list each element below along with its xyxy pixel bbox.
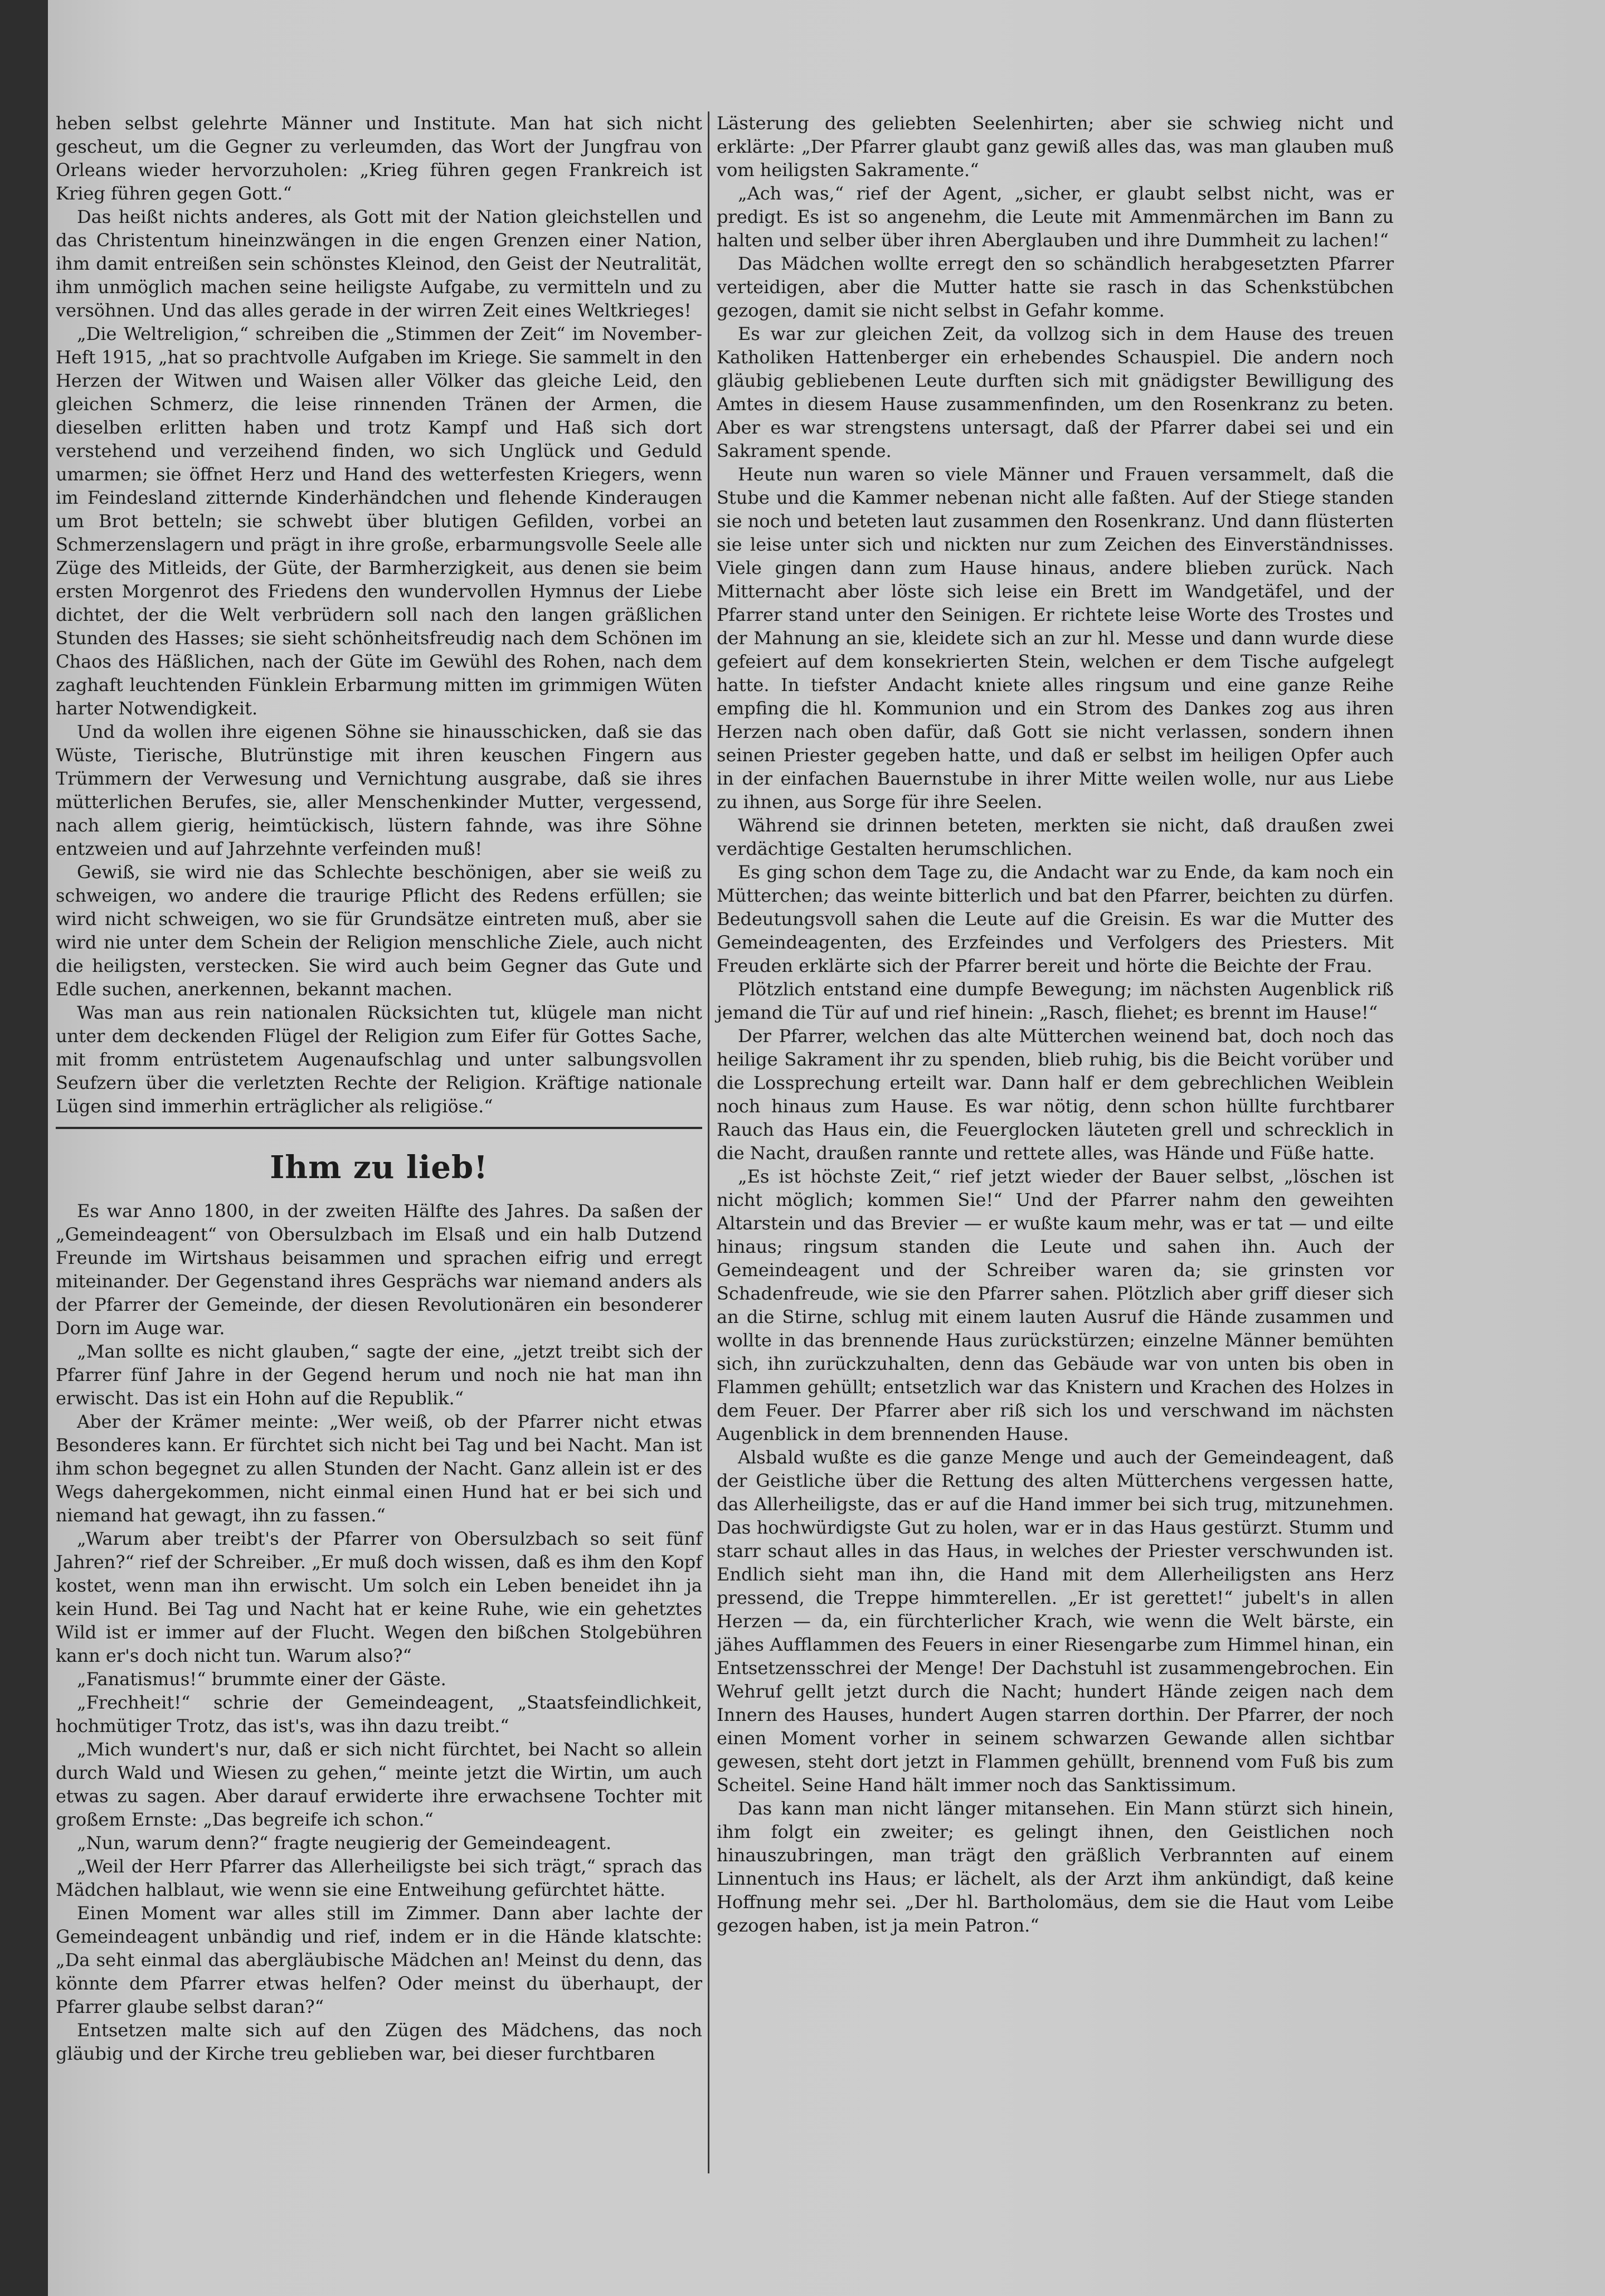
column-divider: [708, 111, 709, 2173]
paragraph: Während sie drinnen beteten, merkten sie nicht, daß draußen zwei verdächtige Gestalten herumschlichen.: [717, 815, 1394, 859]
paragraph: Das Mädchen wollte erregt den so schändlich herabgesetzten Pfarrer verteidigen, aber die Mutter hatte sie rasch in das Schenkstübchen gezogen, damit sie nicht selbst in Gefahr komme.: [717, 253, 1394, 321]
right-column: [717, 111, 1394, 1937]
paragraph: „Nun, warum denn?“ fragte neugierig der Gemeindeagent.: [77, 1832, 612, 1854]
left-column: [48, 111, 702, 2065]
paragraph: heben selbst gelehrte Männer und Institute. Man hat sich nicht gescheut, um die Gegner zu verleumden, das Wort der Jungfrau von Orleans wieder hervorzuholen: „Krieg führen gegen Frankreich ist Krieg führen gegen Gott.“: [56, 113, 702, 204]
paragraph: Es war Anno 1800, in der zweiten Hälfte des Jahres. Da saßen der „Gemeindeagent“ von Obersulzbach im Elsaß und ein halb Dutzend Freunde im Wirtshaus beisammen und sprachen eifrig und erregt miteinander. Der Gegenstand ihres Gesprächs war niemand anders als der Pfarrer der Gemeinde, der diesen Revolutionären ein besonderer Dorn im Auge war.: [56, 1200, 702, 1339]
paragraph: Lästerung des geliebten Seelenhirten; aber sie schwieg nicht und erklärte: „Der Pfarrer glaubt ganz gewiß alles das, was man glauben muß vom heiligsten Sakramente.“: [717, 113, 1394, 181]
paragraph: Einen Moment war alles still im Zimmer. Dann aber lachte der Gemeindeagent unbändig und rief, indem er in die Hände klatschte: „Da seht einmal das abergläubische Mädchen an! Meinst du denn, das könnte dem Pfarrer etwas helfen? Oder meinst du überhaupt, der Pfarrer glaube selbst daran?“: [56, 1903, 702, 2017]
paragraph: „Weil der Herr Pfarrer das Allerheiligste bei sich trägt,“ sprach das Mädchen halblaut, wie wenn sie eine Entweihung gefürchtet hätte.: [56, 1856, 702, 1900]
paragraph: Der Pfarrer, welchen das alte Mütterchen weinend bat, doch noch das heilige Sakrament ihr zu spenden, blieb ruhig, bis die Beicht vorüber und die Lossprechung erteilt war. Dann half er dem gebrechlichen Weiblein noch hinaus zum Hause. Es war nötig, denn schon hüllte furchtbarer Rauch das Haus ein, die Feuerglocken läuteten grell und schrecklich in die Nacht, draußen rannte und rettete alles, was Hände und Füße hatte.: [717, 1025, 1394, 1164]
paragraph: Plötzlich entstand eine dumpfe Bewegung; im nächsten Augenblick riß jemand die Tür auf und rief hinein: „Rasch, fliehet; es brennt im Hause!“: [717, 979, 1394, 1023]
paragraph: „Fanatismus!“ brummte einer der Gäste.: [77, 1669, 446, 1690]
paragraph: Es war zur gleichen Zeit, da vollzog sich in dem Hause des treuen Katholiken Hattenberger ein erhebendes Schauspiel. Die andern noch gläubig gebliebenen Leute durften sich mit gnädigster Bewilligung des Amtes in diesem Hause zusammenfinden, um den Rosenkranz zu beten. Aber es war strengstens untersagt, daß der Pfarrer dabei sei und ein Sakrament spende.: [717, 323, 1394, 461]
paragraph: Aber der Krämer meinte: „Wer weiß, ob der Pfarrer nicht etwas Besonderes kann. Er fürchtet sich nicht bei Tag und bei Nacht. Man ist ihm schon begegnet zu allen Stunden der Nacht. Ganz allein ist er des Wegs dahergekommen, nicht einmal einen Hund hat er bei sich und niemand hat gewagt, ihn zu fassen.“: [56, 1411, 702, 1526]
paragraph: Gewiß, sie wird nie das Schlechte beschönigen, aber sie weiß zu schweigen, wo andere die traurige Pflicht des Redens erfüllen; sie wird nicht schweigen, wo sie für Grundsätze eintreten muß, aber sie wird nie unter dem Schein der Religion menschliche Ziele, auch nicht die heiligsten, verstecken. Sie wird auch beim Gegner das Gute und Edle suchen, anerkennen, bekannt machen.: [56, 862, 702, 1000]
paragraph: Heute nun waren so viele Männer und Frauen versammelt, daß die Stube und die Kammer nebenan nicht alle faßten. Auf der Stiege standen sie noch und beteten laut zusammen den Rosenkranz. Und dann flüsterten sie leise unter sich und nickten nur zum Zeichen des Einverständnisses. Viele gingen dann zum Hause hinaus, andere blieben zurück. Nach Mitternacht aber löste sich leise ein Brett im Wandgetäfel, und der Pfarrer stand unter den Seinigen. Er richtete leise Worte des Trostes und der Mahnung an sie, kleidete sich an zur hl. Messe und dann wurde diese gefeiert auf dem konsekrierten Stein, welchen er dem Tische aufgelegt hatte. In tiefster Andacht kniete alles ringsum und eine ganze Reihe empfing die hl. Kommunion und ein Strom des Dankes zog aus ihren Herzen nach oben dafür, daß Gott sie nicht verlassen, sondern ihnen seinen Priester gegeben hatte, und daß er selbst im heiligen Opfer auch in der einfachen Bauernstube in ihrer Mitte weilen wolle, nur aus Liebe zu ihnen, aus Sorge für ihre Seelen.: [717, 464, 1394, 813]
paragraph: Das kann man nicht länger mitansehen. Ein Mann stürzt sich hinein, ihm folgt ein zweiter; es gelingt ihnen, den Geistlichen noch hinauszubringen, man trägt den gräßlich Verbrannten auf einem Linnentuch ins Haus; er lächelt, als der Arzt ihm ankündigt, daß keine Hoffnung mehr sei. „Der hl. Bartholomäus, dem sie die Haut vom Leibe gezogen haben, ist ja mein Patron.“: [717, 1798, 1394, 1936]
paragraph: Alsbald wußte es die ganze Menge und auch der Gemeindeagent, daß der Geistliche über die Rettung des alten Mütterchens vergessen hatte, das Allerheiligste, das er auf die Hand immer bei sich trug, mitzunehmen. Das hochwürdigste Gut zu holen, war er in das Haus gestürzt. Stumm und starr schaut alles in das Haus, in welches der Priester verschwunden ist. Endlich sieht man ihn, die Hand mit dem Allerheiligsten ans Herz pressend, die Treppe himmterellen. „Er ist gerettet!“ jubelt's in allen Herzen — da, ein fürchterlicher Krach, wie wenn die Welt bärste, ein jähes Aufflammen des Feuers in einer Riesengarbe zum Himmel hinan, ein Entsetzensschrei der Menge! Der Dachstuhl ist zusammengebrochen. Ein Wehruf gellt jetzt durch die Nacht; hundert Hände zeigen nach dem Innern des Hauses, hundert Augen starren dorthin. Der Pfarrer, der noch einen Moment vorher in seinem schwarzen Gewande allen sichtbar gewesen, steht dort jetzt in Flammen gehüllt, brennend vom Fuß bis zum Scheitel. Seine Hand hält immer noch das Sanktissimum.: [717, 1447, 1394, 1796]
paragraph: „Ach was,“ rief der Agent, „sicher, er glaubt selbst nicht, was er predigt. Es ist so angenehm, die Leute mit Ammenmärchen im Bann zu halten und selber über ihren Aberglauben und ihre Dummheit zu lachen!“: [717, 183, 1394, 251]
paragraph: Was man aus rein nationalen Rücksichten tut, klügele man nicht unter dem deckenden Flügel der Religion zum Eifer für Gottes Sache, mit fromm entrüstetem Augenaufschlag und unter salbungsvollen Seufzern über die verletzten Rechte der Religion. Kräftige nationale Lügen sind immerhin erträglicher als religiöse.“: [56, 1002, 702, 1117]
paragraph: „Die Weltreligion,“ schreiben die „Stimmen der Zeit“ im November-Heft 1915, „hat so prachtvolle Aufgaben im Kriege. Sie sammelt in den Herzen der Witwen und Waisen aller Völker das gleiche Leid, den gleichen Schmerz, die leise rinnenden Tränen der Armen, die dieselben erlitten haben und trotz Kampf und Haß sich dort verstehend und verzeihend finden, wo sich Unglück und Geduld umarmen; sie öffnet Herz und Hand des wetterfesten Kriegers, wenn im Feindesland zitternde Kinderhändchen und flehende Kinderaugen um Brot betteln; sie schwebt über blutigen Gefilden, vorbei an Schmerzenslagern und prägt in ihre große, erbarmungsvolle Seele alle Züge des Mitleids, der Güte, der Barmherzigkeit, aus denen sie beim ersten Morgenrot des Friedens den wundervollen Hymnus der Liebe dichtet, der die Welt verbrüdern soll nach den langen gräßlichen Stunden des Hasses; sie sieht schönheitsfreudig nach dem Schönen im Chaos des Häßlichen, nach der Güte im Gewühl des Rohen, nach dem zaghaft leuchtenden Fünklein Erbarmung mitten im grimmigen Wüten harter Notwendigkeit.: [56, 323, 702, 719]
paragraph: „Mich wundert's nur, daß er sich nicht fürchtet, bei Nacht so allein durch Wald und Wiesen zu gehen,“ meinte jetzt die Wirtin, um auch etwas zu sagen. Aber darauf erwiderte ihre erwachsene Tochter mit großem Ernste: „Das begreife ich schon.“: [56, 1739, 702, 1830]
paragraph: Entsetzen malte sich auf den Zügen des Mädchens, das noch gläubig und der Kirche treu geblieben war, bei dieser furchtbaren: [56, 2020, 702, 2064]
paragraph: „Man sollte es nicht glauben,“ sagte der eine, „jetzt treibt sich der Pfarrer fünf Jahre in der Gegend herum und noch nie hat man ihn erwischt. Das ist ein Hohn auf die Republik.“: [56, 1341, 702, 1409]
newspaper-page: [48, 0, 1605, 2296]
paragraph: „Warum aber treibt's der Pfarrer von Obersulzbach so seit fünf Jahren?“ rief der Schreiber. „Er muß doch wissen, daß es ihm den Kopf kostet, wenn man ihn erwischt. Um solch ein Leben beneidet ihn ja kein Hund. Bei Tag und Nacht hat er keine Ruhe, wie ein gehetztes Wild ist er immer auf der Flucht. Wegen den bißchen Stolgebühren kann er's doch nicht tun. Warum also?“: [56, 1528, 702, 1666]
section-divider: [56, 1127, 702, 1129]
paragraph: „Es ist höchste Zeit,“ rief jetzt wieder der Bauer selbst, „löschen ist nicht möglich; kommen Sie!“ Und der Pfarrer nahm den geweihten Altarstein und das Brevier — er wußte kaum mehr, was er tat — und eilte hinaus; ringsum standen die Leute und sahen ihn. Auch der Gemeindeagent und der Schreiber waren da; sie grinsten vor Schadenfreude, wie sie den Pfarrer sahen. Plötzlich aber griff dieser sich an die Stirne, schlug mit einem lauten Ausruf die Hände zusammen und wollte in das brennende Haus zurückstürzen; einzelne Männer bemühten sich, ihn zurückzuhalten, denn das Gebäude war von unten bis oben in Flammen gehüllt; entsetzlich war das Knistern und Krachen des Holzes in dem Feuer. Der Pfarrer aber riß sich los und verschwand im nächsten Augenblick in dem brennenden Hause.: [717, 1166, 1394, 1444]
story-headline: Ihm zu lieb!: [270, 1149, 488, 1186]
paragraph: Das heißt nichts anderes, als Gott mit der Nation gleichstellen und das Christentum hineinzwängen in die engen Grenzen einer Nation, ihm damit entreißen sein schönstes Kleinod, den Geist der Neutralität, ihm unmöglich machen seine heiligste Aufgabe, zu vermitteln und zu versöhnen. Und das alles gerade in der wirren Zeit eines Weltkrieges!: [56, 206, 702, 321]
scan-edge: [0, 0, 48, 2296]
paragraph: Es ging schon dem Tage zu, die Andacht war zu Ende, da kam noch ein Mütterchen; das weinte bitterlich und bat den Pfarrer, beichten zu dürfen. Bedeutungsvoll sahen die Leute auf die Greisin. Es war die Mutter des Gemeindeagenten, des Erzfeindes und Verfolgers des Priesters. Mit Freuden erklärte sich der Pfarrer bereit und hörte die Beichte der Frau.: [717, 862, 1394, 976]
paragraph: „Frechheit!“ schrie der Gemeindeagent, „Staatsfeindlichkeit, hochmütiger Trotz, das ist's, was ihn dazu treibt.“: [56, 1692, 702, 1736]
paragraph: Und da wollen ihre eigenen Söhne sie hinausschicken, daß sie das Wüste, Tierische, Blutrünstige mit ihren keuschen Fingern aus Trümmern der Verwesung und Vernichtung ausgrabe, daß sie ihres mütterlichen Berufes, sie, aller Menschenkinder Mutter, vergessend, nach allem gierig, heimtückisch, lüstern fahnde, was ihre Söhne entzweien und auf Jahrzehnte verfeinden muß!: [56, 721, 702, 859]
